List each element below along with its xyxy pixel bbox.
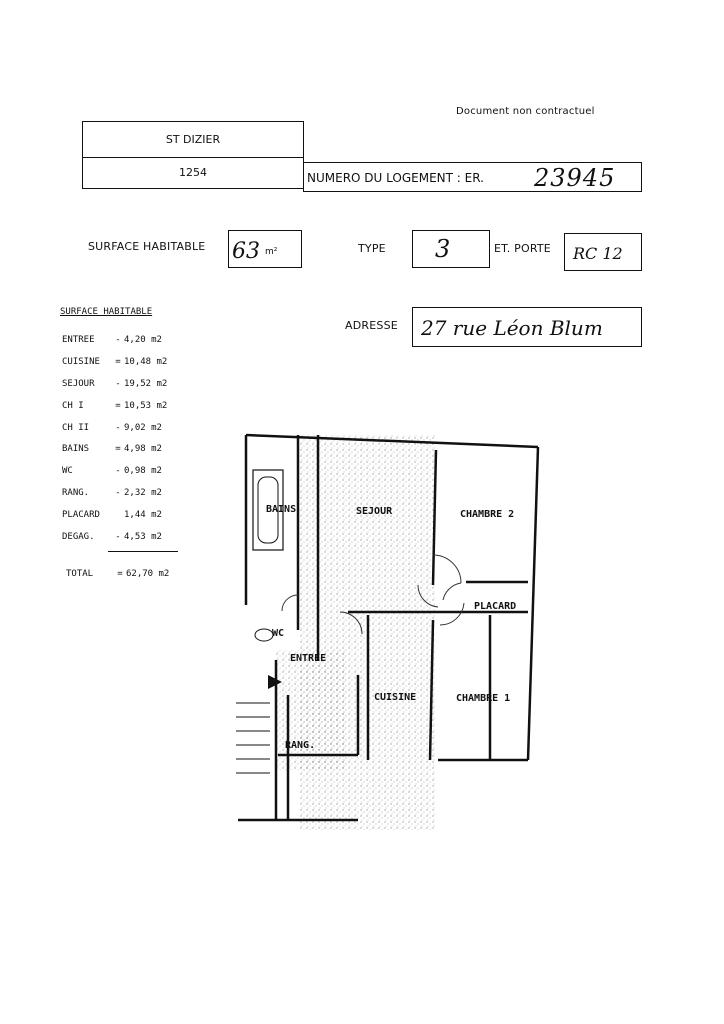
area-value: 19,52 m2 [124,379,168,389]
area-value: 1,44 m2 [124,510,162,520]
area-name: CH II [62,423,90,433]
area-name: CH I [62,401,84,411]
area-value: 4,20 m2 [124,335,162,345]
room-entree: ENTREE [290,653,327,664]
room-bains: BAINS [266,504,297,515]
adresse-box [412,307,642,347]
area-row [62,423,162,433]
area-row [62,335,162,345]
logement-label: NUMERO DU LOGEMENT : ER. [307,171,484,185]
area-value: 10,48 m2 [124,357,168,367]
city-cell [82,121,304,158]
area-sep: - [115,466,121,476]
total-sep: = [117,569,123,579]
type-label: TYPE [358,242,386,255]
area-row [62,466,162,476]
type-value: 3 [435,235,451,263]
logement-number: 23945 [534,164,616,192]
area-row [62,401,167,411]
code-cell [82,157,304,189]
disclaimer-notice: Document non contractuel [456,106,595,117]
area-row [62,510,162,520]
room-cuisine: CUISINE [374,692,417,703]
porte-label: ET. PORTE [494,242,551,255]
area-sep: - [115,532,121,542]
surface-value: 63 [232,239,260,264]
area-row [62,357,167,367]
total-divider [108,551,178,552]
city-name: ST DIZIER [165,133,221,146]
area-sep: - [115,379,121,389]
area-sep: = [115,401,121,411]
area-value: 4,53 m2 [124,532,162,542]
area-sep: = [115,444,121,454]
area-name: ENTREE [62,335,95,345]
adresse-value: 27 rue Léon Blum [421,316,603,340]
total-value: 62,70 m2 [126,569,170,579]
area-row [62,379,167,389]
area-name: CUISINE [62,357,100,367]
area-name: SEJOUR [62,379,95,389]
area-row [62,488,162,498]
wc-bowl [255,629,273,641]
logement-cell [303,162,642,192]
area-row [62,532,162,542]
room-chambre-1: CHAMBRE 1 [456,693,511,704]
area-sep: = [115,357,121,367]
area-sep: - [115,423,121,433]
room-rang: RANG. [285,740,316,751]
area-row [62,444,162,454]
entry-shading [276,650,346,770]
surface-label: SURFACE HABITABLE [88,240,206,253]
area-value: 4,98 m2 [124,444,162,454]
area-name: BAINS [62,444,90,454]
room-placard: PLACARD [474,601,517,612]
area-value: 2,32 m2 [124,488,162,498]
area-sep: - [115,335,121,345]
areas-title: SURFACE HABITABLE [60,307,153,317]
area-value: 10,53 m2 [124,401,168,411]
room-chambre-2: CHAMBRE 2 [460,509,515,520]
area-name: PLACARD [62,510,100,520]
room-sejour: SEJOUR [356,506,393,517]
room-wc: WC [272,628,285,639]
porte-box [564,233,642,271]
total-name: TOTAL [66,569,94,579]
surface-box [228,230,302,268]
area-value: 9,02 m2 [124,423,162,433]
adresse-label: ADRESSE [345,319,398,332]
area-total-row [66,569,169,579]
code-value: 1254 [179,166,207,179]
area-value: 0,98 m2 [124,466,162,476]
porte-value: RC 12 [573,244,623,263]
type-box [412,230,490,268]
area-name: WC [62,466,73,476]
area-sep: - [115,488,121,498]
area-name: DEGAG. [62,532,95,542]
stairs [236,703,270,773]
area-name: RANG. [62,488,90,498]
surface-unit: m² [265,247,278,257]
